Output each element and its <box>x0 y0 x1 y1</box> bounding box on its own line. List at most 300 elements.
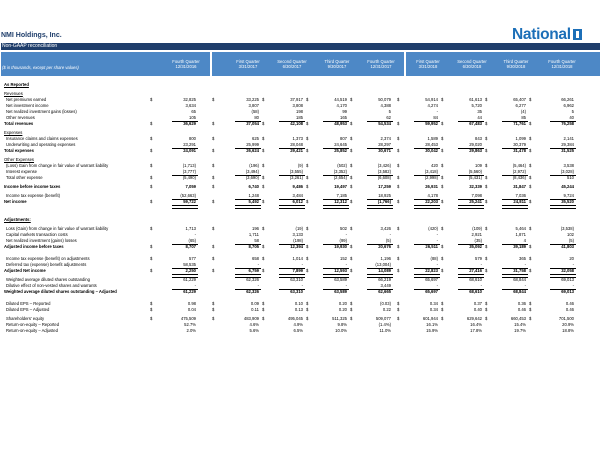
table-row <box>0 289 600 295</box>
currency-symbol: $ <box>150 184 153 189</box>
subtotal-rule <box>323 121 349 122</box>
row-value: 71,761 <box>513 121 526 126</box>
currency-symbol: $ <box>212 97 215 102</box>
currency-symbol: $ <box>150 199 153 204</box>
company-logo: National <box>512 26 582 44</box>
row-value: 0.46 <box>565 307 574 312</box>
row-value: 8,705 <box>248 244 259 249</box>
currency-symbol: $ <box>262 136 265 141</box>
row-value: (3,352) <box>333 169 347 174</box>
row-value: 483,909 <box>243 316 259 321</box>
currency-symbol: $ <box>150 268 153 273</box>
row-value: 68,610 <box>469 289 482 294</box>
currency-symbol: $ <box>306 121 309 126</box>
currency-symbol: $ <box>529 244 532 249</box>
units-note: ($ in thousands, except per share values) <box>2 65 79 70</box>
subtotal-rule <box>323 289 349 290</box>
currency-symbol: $ <box>350 226 353 231</box>
currency-symbol: $ <box>306 97 309 102</box>
row-value: 2.0% <box>186 328 196 333</box>
row-value: 54,534 <box>378 121 391 126</box>
subtotal-rule <box>367 289 393 290</box>
row-value: 59,722 <box>183 199 196 204</box>
row-value: 54,914 <box>425 97 438 102</box>
row-value: - <box>524 283 526 288</box>
subtotal-rule <box>458 244 484 245</box>
row-value: 14,089 <box>378 268 391 273</box>
subtotal-rule <box>172 121 198 122</box>
subtotal-rule <box>235 268 261 269</box>
row-value: - <box>436 283 438 288</box>
currency-symbol: $ <box>397 307 400 312</box>
row-value: - <box>389 232 391 237</box>
currency-symbol: $ <box>306 136 309 141</box>
row-value: 1,713 <box>185 226 196 231</box>
row-value: 152 <box>340 256 347 261</box>
subtotal-rule <box>414 148 440 149</box>
row-value: 62,326 <box>246 277 259 282</box>
row-value: (19) <box>295 226 303 231</box>
row-value: 4.9% <box>293 322 303 327</box>
currency-symbol: $ <box>350 268 353 273</box>
row-value: 52.7% <box>184 322 196 327</box>
currency-symbol: $ <box>397 316 400 321</box>
subtotal-rule <box>279 268 305 269</box>
row-value: - <box>436 232 438 237</box>
subtotal-rule <box>502 268 528 269</box>
currency-symbol: $ <box>485 175 488 180</box>
row-value: 3,484 <box>292 193 303 198</box>
row-value: (9) <box>297 163 303 168</box>
row-value: 3,634 <box>185 103 196 108</box>
row-value: 579 <box>475 256 482 261</box>
currency-symbol: $ <box>306 175 309 180</box>
row-value: 58 <box>254 238 259 243</box>
row-value: 2,250 <box>185 268 196 273</box>
currency-symbol: $ <box>350 148 353 153</box>
currency-symbol: $ <box>441 268 444 273</box>
row-value: 62 <box>386 115 391 120</box>
row-value: 61,229 <box>183 289 196 294</box>
row-value: 1,014 <box>292 256 303 261</box>
currency-symbol: $ <box>441 199 444 204</box>
currency-symbol: $ <box>350 97 353 102</box>
table-row <box>0 175 600 181</box>
row-value: 0.20 <box>338 301 347 306</box>
currency-symbol: $ <box>350 307 353 312</box>
row-value: (5,560) <box>468 169 482 174</box>
subtotal-rule <box>235 148 261 149</box>
currency-symbol: $ <box>150 97 153 102</box>
table-row <box>0 244 600 250</box>
currency-symbol: $ <box>350 244 353 249</box>
row-label: Loss (Gain) from change in fair value of warrant liability <box>6 226 109 231</box>
row-value: 68,844 <box>513 289 526 294</box>
row-value: 80 <box>254 115 259 120</box>
currency-symbol: $ <box>350 121 353 126</box>
currency-symbol: $ <box>150 256 153 261</box>
row-value: 29,020 <box>469 142 482 147</box>
subtotal-rule <box>367 268 393 269</box>
subtotal-rule <box>367 175 393 176</box>
currency-symbol: $ <box>485 97 488 102</box>
currency-symbol: $ <box>485 307 488 312</box>
row-value: (3,555) <box>289 169 303 174</box>
row-value: - <box>301 262 303 267</box>
column-quarter: Fourth Quarter <box>548 59 576 64</box>
row-value: 0.37 <box>473 301 482 306</box>
subtotal-rule <box>172 175 198 176</box>
currency-symbol: $ <box>397 226 400 231</box>
row-value: 185 <box>296 115 303 120</box>
row-value: 0.13 <box>294 307 303 312</box>
column-heading <box>163 59 209 69</box>
row-value: (5) <box>568 238 574 243</box>
row-value: (3,494) <box>245 169 259 174</box>
row-value: (2,998) <box>424 175 438 180</box>
table-row <box>0 82 600 88</box>
row-value: 31,525 <box>561 148 574 153</box>
column-heading <box>225 59 271 69</box>
row-value: (5) <box>385 238 391 243</box>
row-value: 502 <box>340 226 347 231</box>
row-label: Return-on-equity – Adjusted <box>6 328 58 333</box>
currency-symbol: $ <box>306 199 309 204</box>
row-value: 105 <box>189 115 196 120</box>
row-value: 8,707 <box>185 244 196 249</box>
column-heading <box>358 59 404 69</box>
subtotal-rule <box>550 148 576 149</box>
currency-symbol: $ <box>262 256 265 261</box>
row-label: Total other expense <box>6 175 43 180</box>
row-value: 35 <box>477 109 482 114</box>
total-double-rule <box>323 205 349 209</box>
row-value: - <box>257 283 259 288</box>
subtotal-rule <box>502 148 528 149</box>
row-value: 12,312 <box>334 199 347 204</box>
table-row <box>0 328 600 334</box>
row-value: 9.8% <box>337 322 347 327</box>
column-quarter: Third Quarter <box>503 59 529 64</box>
row-value: 69,013 <box>561 289 574 294</box>
total-double-rule <box>550 205 576 209</box>
row-value: 625 <box>252 136 259 141</box>
row-value: 19,497 <box>334 184 347 189</box>
currency-symbol: $ <box>397 163 400 168</box>
row-value: - <box>194 283 196 288</box>
subtotal-rule <box>550 268 576 269</box>
currency-symbol: $ <box>350 163 353 168</box>
currency-symbol: $ <box>529 307 532 312</box>
currency-symbol: $ <box>350 175 353 180</box>
row-value: 3,426 <box>380 226 391 231</box>
subtotal-rule <box>367 121 393 122</box>
currency-symbol: $ <box>150 121 153 126</box>
row-value: 0.36 <box>517 301 526 306</box>
currency-symbol: $ <box>306 301 309 306</box>
row-value: 15.9% <box>426 328 438 333</box>
row-value: 5 <box>571 109 574 114</box>
row-value: - <box>572 262 574 267</box>
currency-symbol: $ <box>485 244 488 249</box>
currency-symbol: $ <box>306 226 309 231</box>
row-label: Return-on-equity – Reported <box>6 322 60 327</box>
row-label: Adjustments: <box>4 217 31 222</box>
subtotal-rule <box>458 121 484 122</box>
subtotal-rule <box>367 148 393 149</box>
row-value: 39,189 <box>513 244 526 249</box>
subtotal-rule <box>235 244 261 245</box>
row-value: 509,077 <box>375 316 391 321</box>
row-value: 7,098 <box>471 193 482 198</box>
table-row <box>0 217 600 223</box>
row-label: Deferred tax (expense) benefit adjustments <box>6 262 87 267</box>
row-value: (52,663) <box>180 193 196 198</box>
table-row <box>0 268 600 274</box>
row-value: - <box>436 262 438 267</box>
row-value: 35,092 <box>469 244 482 249</box>
column-date: 3/31/2018 <box>418 64 438 69</box>
row-value: 6.5% <box>293 328 303 333</box>
currency-symbol: $ <box>150 307 153 312</box>
row-value: 59,952 <box>425 121 438 126</box>
column-heading <box>269 59 315 69</box>
currency-symbol: $ <box>212 301 215 306</box>
currency-symbol: $ <box>441 163 444 168</box>
row-value: 5,720 <box>471 103 482 108</box>
subtotal-rule <box>550 121 576 122</box>
subtotal-rule <box>414 244 440 245</box>
column-heading <box>449 59 495 69</box>
currency-symbol: $ <box>262 226 265 231</box>
row-value: 22,823 <box>425 268 438 273</box>
row-value: 31,758 <box>513 268 526 273</box>
currency-symbol: $ <box>485 136 488 141</box>
subtotal-rule <box>458 148 484 149</box>
row-value: (3,261) <box>289 175 303 180</box>
row-value: 843 <box>475 136 482 141</box>
currency-symbol: $ <box>212 226 215 231</box>
row-value: 577 <box>189 256 196 261</box>
row-label: Shareholders' equity <box>6 316 45 321</box>
currency-symbol: $ <box>485 121 488 126</box>
currency-symbol: $ <box>262 301 265 306</box>
row-value: 19,930 <box>334 244 347 249</box>
currency-symbol: $ <box>397 268 400 273</box>
row-value: 420 <box>431 163 438 168</box>
row-value: 0.22 <box>382 307 391 312</box>
subtotal-rule <box>279 199 305 200</box>
logo-mark-icon <box>573 29 582 40</box>
row-value: 65,697 <box>425 289 438 294</box>
row-value: 32,058 <box>561 268 574 273</box>
column-header <box>0 52 600 76</box>
row-value: 3,538 <box>563 163 574 168</box>
subtotal-rule <box>550 289 576 290</box>
row-value: 495,045 <box>287 316 303 321</box>
row-value: 31,847 <box>513 184 526 189</box>
subtotal-rule <box>323 148 349 149</box>
row-value: 1,373 <box>292 136 303 141</box>
table-row <box>0 148 600 154</box>
subtotal-rule <box>279 244 305 245</box>
row-value: 658 <box>252 256 259 261</box>
row-label: (Loss) Gain from change in fair value of warrant liability <box>6 163 109 168</box>
currency-symbol: $ <box>485 163 488 168</box>
currency-symbol: $ <box>212 307 215 312</box>
subtotal-rule <box>323 268 349 269</box>
currency-symbol: $ <box>212 316 215 321</box>
currency-symbol: $ <box>212 175 215 180</box>
row-value: 2,141 <box>563 136 574 141</box>
currency-symbol: $ <box>529 268 532 273</box>
subtotal-rule <box>367 244 393 245</box>
row-value: 12,593 <box>334 268 347 273</box>
row-value: 0.10 <box>294 301 303 306</box>
row-value: (4) <box>520 109 526 114</box>
column-date: 12/31/2017 <box>370 64 392 69</box>
currency-symbol: $ <box>397 121 400 126</box>
currency-symbol: $ <box>485 148 488 153</box>
currency-symbol: $ <box>262 316 265 321</box>
row-value: 2,921 <box>471 232 482 237</box>
row-value: 65,697 <box>425 277 438 282</box>
row-value: 27,416 <box>469 268 482 273</box>
column-quarter: First Quarter <box>416 59 440 64</box>
row-value: 365 <box>519 256 526 261</box>
row-value: - <box>301 283 303 288</box>
row-value: 44,519 <box>334 97 347 102</box>
row-value: - <box>436 238 438 243</box>
row-value: 24,811 <box>513 199 526 204</box>
subtotal-rule <box>235 289 261 290</box>
row-value: 23,291 <box>183 142 196 147</box>
row-value: (3,690) <box>245 175 259 180</box>
row-value: - <box>345 262 347 267</box>
row-value: 65 <box>191 109 196 114</box>
row-value: 10.0% <box>335 328 347 333</box>
currency-symbol: $ <box>306 268 309 273</box>
column-quarter: Fourth Quarter <box>367 59 395 64</box>
currency-symbol: $ <box>397 244 400 249</box>
row-label: As Reported <box>4 82 29 87</box>
row-label: Expenses <box>4 130 23 135</box>
currency-symbol: $ <box>441 136 444 141</box>
row-value: 7,185 <box>336 193 347 198</box>
currency-symbol: $ <box>529 175 532 180</box>
row-value: (3,777) <box>182 169 196 174</box>
currency-symbol: $ <box>350 184 353 189</box>
currency-symbol: $ <box>529 301 532 306</box>
currency-symbol: $ <box>397 148 400 153</box>
row-value: (420) <box>428 226 438 231</box>
row-value: 17.8% <box>470 328 482 333</box>
row-value: 7,059 <box>185 184 196 189</box>
currency-symbol: $ <box>485 268 488 273</box>
currency-symbol: $ <box>397 199 400 204</box>
row-value: 66,219 <box>378 277 391 282</box>
row-value: 109 <box>475 163 482 168</box>
currency-symbol: $ <box>529 148 532 153</box>
currency-symbol: $ <box>529 184 532 189</box>
row-label: Underwriting and operating expenses <box>6 142 76 147</box>
row-value: 12,394 <box>290 244 303 249</box>
row-value: 32,825 <box>183 97 196 102</box>
row-value: 511,325 <box>332 316 347 321</box>
currency-symbol: $ <box>441 184 444 189</box>
row-value: (88) <box>430 256 438 261</box>
row-value: 2,374 <box>380 136 391 141</box>
row-value: - <box>345 283 347 288</box>
row-value: 37,054 <box>246 121 259 126</box>
total-double-rule <box>367 205 393 209</box>
row-value: 61,229 <box>183 277 196 282</box>
row-label: Dilutive effect of non-vested shares and warrants <box>6 283 97 288</box>
row-value: 25,852 <box>334 148 347 153</box>
subtotal-rule <box>172 268 198 269</box>
row-value: (1,766) <box>377 199 391 204</box>
row-value: 0.34 <box>429 307 438 312</box>
row-label: Total revenues <box>4 121 34 126</box>
row-value: 11.0% <box>379 328 391 333</box>
currency-symbol: $ <box>212 256 215 261</box>
currency-symbol: $ <box>397 97 400 102</box>
row-value: 6,277 <box>515 103 526 108</box>
table-row <box>0 121 600 127</box>
subtotal-rule <box>550 244 576 245</box>
row-value: (3,538) <box>560 226 574 231</box>
row-value: 42,108 <box>290 121 303 126</box>
currency-symbol: $ <box>529 97 532 102</box>
subtotal-rule <box>414 289 440 290</box>
row-value: 102 <box>567 232 574 237</box>
column-quarter: First Quarter <box>236 59 260 64</box>
row-value: 41,803 <box>561 244 574 249</box>
row-label: Income tax expense (benefit) on adjustments <box>6 256 90 261</box>
row-label: Weighted average diluted shares outstanding <box>6 277 90 282</box>
subtotal-rule <box>414 175 440 176</box>
row-value: 17,259 <box>378 184 391 189</box>
currency-symbol: $ <box>441 244 444 249</box>
row-value: 36,629 <box>183 121 196 126</box>
row-value: 48,953 <box>334 121 347 126</box>
row-value: (65) <box>188 238 196 243</box>
row-value: 807 <box>340 136 347 141</box>
row-value: 44 <box>477 115 482 120</box>
row-value: (0.03) <box>380 301 391 306</box>
row-value: (3,582) <box>377 169 391 174</box>
currency-symbol: $ <box>441 121 444 126</box>
subtotal-rule <box>235 199 261 200</box>
subtotal-rule <box>367 199 393 200</box>
subtotal-rule <box>323 199 349 200</box>
row-value: 0.34 <box>429 301 438 306</box>
row-value: 198 <box>296 109 303 114</box>
row-value: - <box>480 283 482 288</box>
row-value: 45,244 <box>561 184 574 189</box>
currency-symbol: $ <box>485 316 488 321</box>
row-label: Diluted EPS – Adjusted <box>6 307 50 312</box>
currency-symbol: $ <box>150 226 153 231</box>
row-value: 9,724 <box>563 193 574 198</box>
row-value: 84 <box>433 115 438 120</box>
column-date: 12/31/2016 <box>175 64 197 69</box>
row-value: 0.09 <box>250 301 259 306</box>
row-value: 25,999 <box>246 142 259 147</box>
row-value: 4.6% <box>249 322 259 327</box>
row-label: Capital markets transaction costs <box>6 232 68 237</box>
row-value: 5 <box>388 109 391 114</box>
